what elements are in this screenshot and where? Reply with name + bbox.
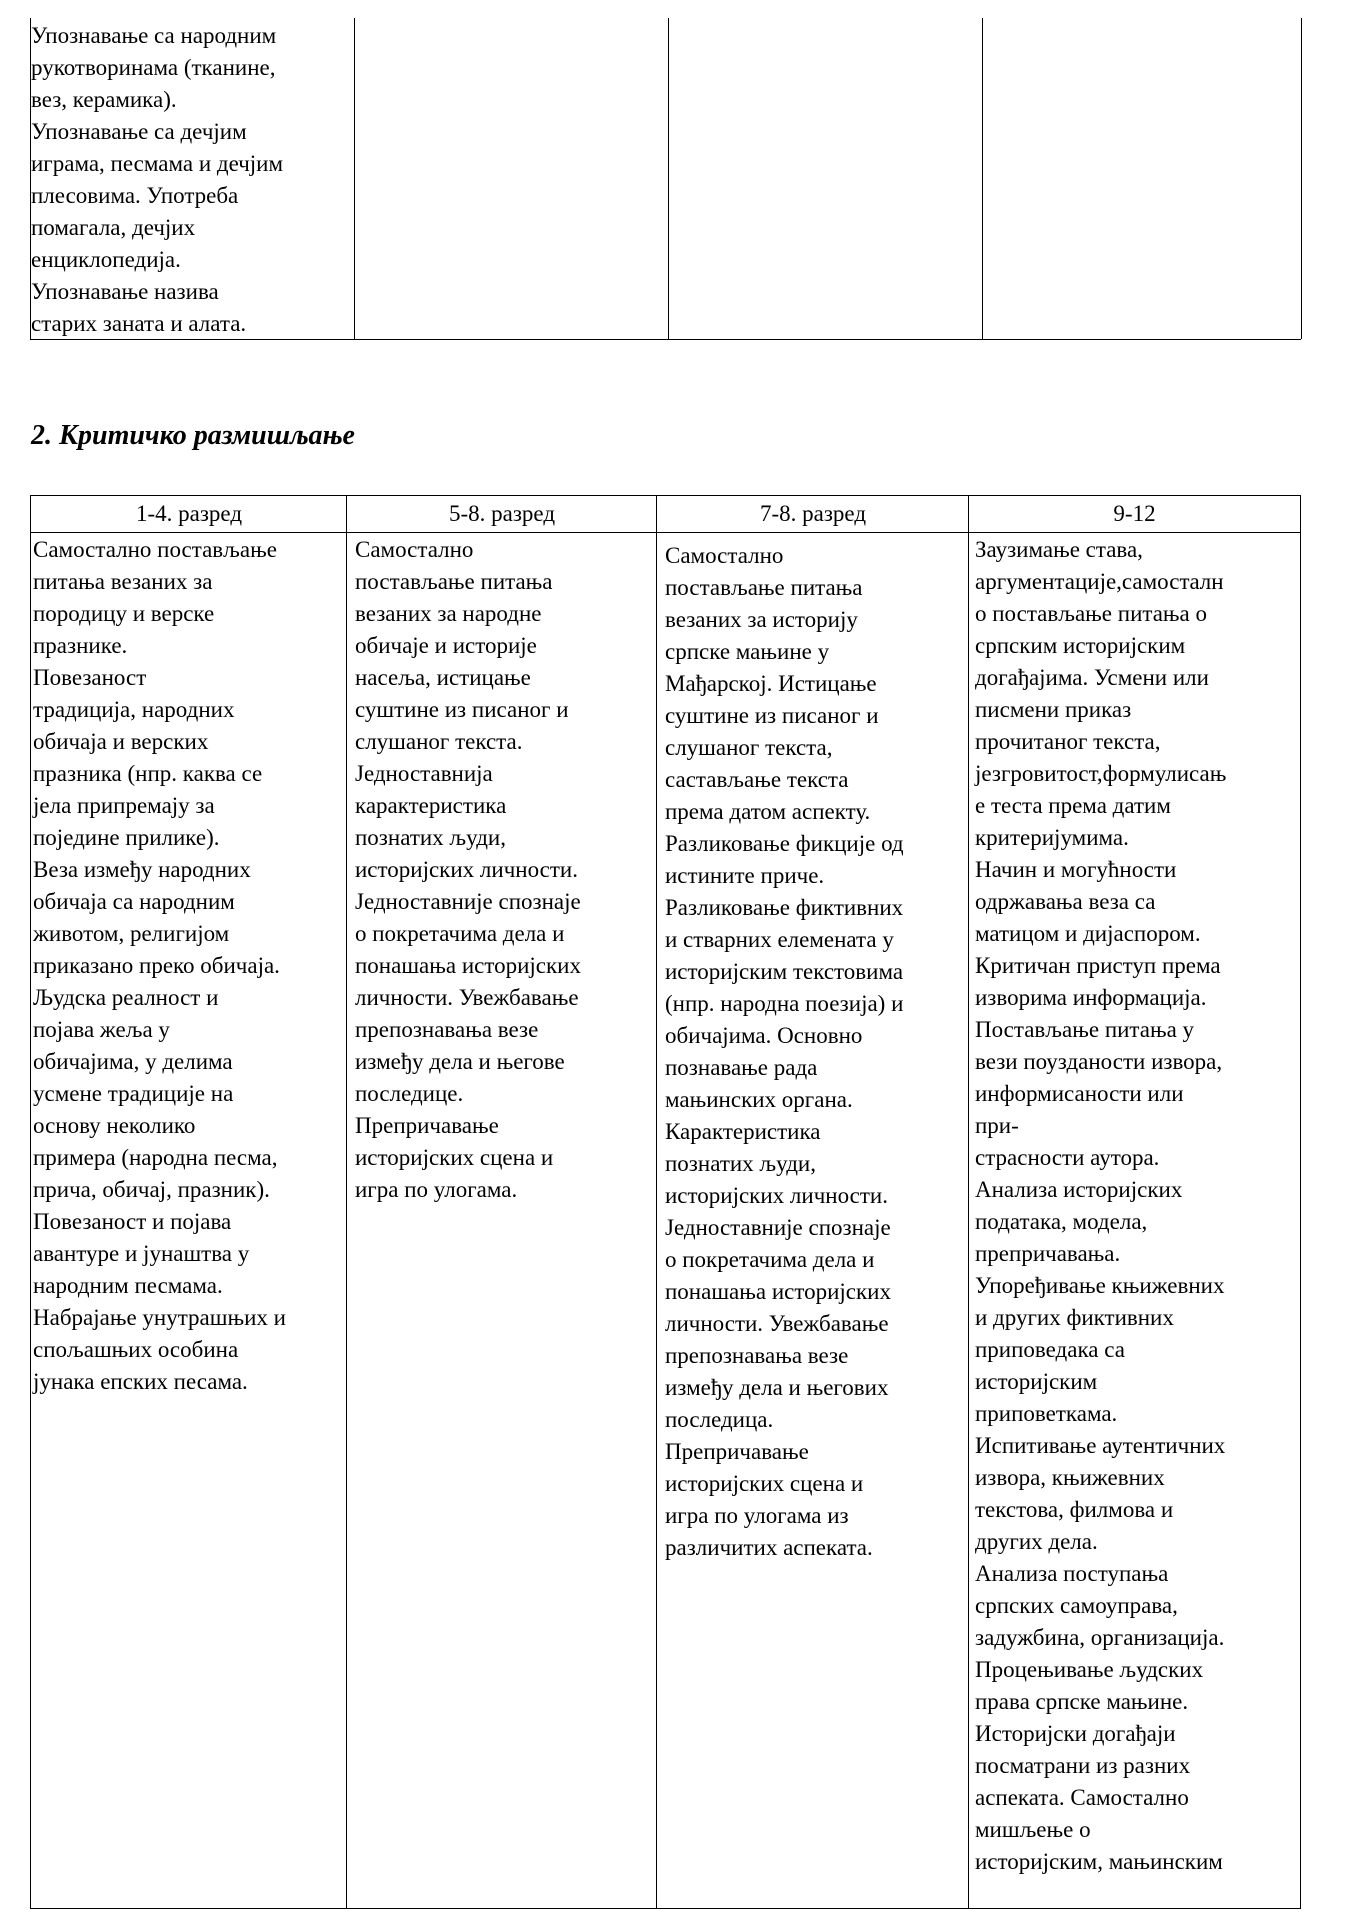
column-header: 9-12 (1113, 501, 1156, 526)
column-header: 7-8. разред (759, 501, 867, 526)
table-cell-grades-9-12: Заузимање става, аргументације,самостaлн о постављање питања о српским историјским догађајима. Усмени или писмени приказ прочитаног текста, језгровитост,формулисањ е теста према датим критеријумима. Начин и могућности одржавања веза са матицом и дијаспором. Критичан приступ према изворима информација. Постављање питања у вези поузданости извора, информисаности или при- страсности аутора. Анализа историјских података, модела, препричавања. Упоређивање књижевних и других фиктивних приповедака са историјским приповеткама. Испитивање аутентичних извора, књижевних текстова, филмова и других дела. Анализа поступања српских самоуправа, задужбина, организација. Процењивање људских права српске мањине. Историјски догађаји посматрани из разних аспеката. Самостално мишљење о историјским, мањинским (975, 537, 1227, 1874)
table-cell (355, 18, 669, 339)
table-cell-grades-5-8: Самостално постављање питања везаних за народне обичаје и историје насеља, истицање суштине из писаног и слушаног текста. Једноставнија карактеристика познатих људи, историјских личности. Једноставније спознаје о покретачима дела и понашања историјских личности. Увежбавање препознавања везе између дела и његове последице. Препричавање историјских сцена и игра по улогама. (355, 537, 581, 1202)
table-cell (31, 18, 355, 339)
critical-thinking-table (30, 495, 1301, 1909)
table-cell-grades-1-4: Самостално постављање питања везаних за породицу и верске празнике. Повезаност традиција, народних обичаја и верских празника (нпр. каква се јела припремају за поједине прилике). Веза између народних обичаја са народним животом, религијом приказано преко обичаја. Људска реалност и појава жеља у обичајима, у делима усмене традиције на основу неколико примера (народна песма, прича, обичај, празник). Повезаност и појава авантуре и јунаштва у народним песмама. Набрајање унутрашњих и спољашњих особина јунака епских песама. (33, 537, 286, 1394)
previous-section-table (30, 18, 1301, 340)
column-header: 1-4. разред (135, 501, 243, 526)
table-cell (669, 18, 983, 339)
table-cell-grades-7-8: Самостално постављање питања везаних за историју српске мањине у Мађарској. Истицање суштине из писаног и слушаног текста, састављање текста према датом аспекту. Разликовање фикције од истините приче. Разликовање фиктивних и стварних елемената у историјским текстовима (нпр. народна поезија) и обичајима. Основно познавање рада мањинских органа. Карактеристика познатих људи, историјских личности. Једноставније спознаје о покретачима дела и понашања историјских личности. Увежбавање препознавања везе између дела и његових последица. Препричавање историјских сцена и игра по улогама из различитих аспеката. (665, 543, 904, 1560)
column-header: 5-8. разред (448, 501, 556, 526)
table-cell (983, 18, 1302, 339)
table-header-row (31, 496, 1300, 533)
section-heading: 2. Критичко размишљање (31, 420, 355, 451)
cell-text: Упознавање са народним рукотворинама (тканине, вез, керамика). Упознавање са дечјим играма, песмама и дечјим плесовима. Употреба помагала, дечјих енциклопедија. Упознавање назива старих заната и алата. (31, 23, 284, 336)
